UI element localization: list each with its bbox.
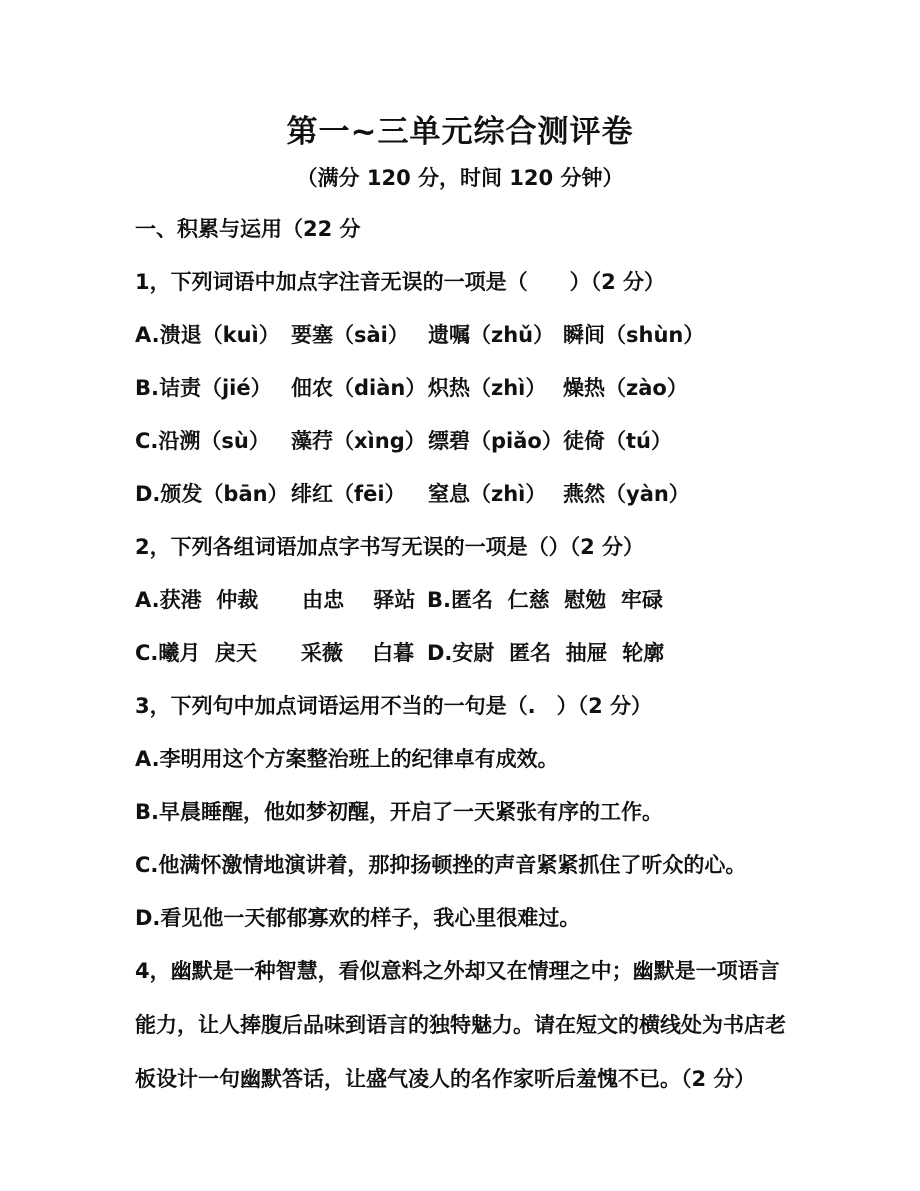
q2-option-b: B.匿名 仁慈 慰勉 牢碌: [427, 588, 663, 612]
q1-d-word2: 绯红（fēi）: [291, 482, 406, 506]
q2-option-a: A.获港 仲裁 由忠 驿站: [135, 588, 416, 612]
q1-option-d: [135, 480, 690, 508]
q1-option-a: [135, 321, 704, 349]
q2-row-cd: [135, 639, 664, 667]
q1-option-b: [135, 374, 688, 402]
q2-stem: 2，下列各组词语加点字书写无误的一项是（）（2 分）: [135, 535, 645, 559]
q1-d-word4: 燕然（yàn）: [563, 482, 690, 506]
q3-option-b: B.早晨睡醒，他如梦初醒，开启了一天紧张有序的工作。: [135, 800, 663, 824]
q4-line-1: 4，幽默是一种智慧，看似意料之外却又在情理之中；幽默是一项语言: [135, 959, 780, 983]
q1-b-word3: 炽热（zhì）: [428, 376, 547, 400]
q1-c-word1: C.沿溯（sù）: [135, 429, 270, 453]
section-heading: 一、积累与运用（22 分: [135, 217, 361, 241]
q1-b-word4: 燥热（zào）: [563, 376, 688, 400]
q1-a-word3: 遗嘱（zhǔ）: [428, 323, 555, 347]
q1-b-word2: 佃农（diàn）: [291, 376, 427, 400]
q3-stem: 3，下列句中加点词语运用不当的一句是（. ）（2 分）: [135, 694, 653, 718]
q3-option-d: D.看见他一天郁郁寡欢的样子，我心里很难过。: [135, 906, 581, 930]
q4-paragraph: [135, 944, 790, 1106]
q1-c-word3: 缥碧（piǎo）: [428, 429, 563, 453]
q1-a-word2: 要塞（sài）: [291, 323, 409, 347]
q4-line-3: 板设计一句幽默答话，让盛气凌人的名作家听后羞愧不已。（2 分）: [135, 1067, 756, 1091]
q1-d-word1: D.颁发（bān）: [135, 482, 289, 506]
exam-title: 第一~三单元综合测评卷: [286, 114, 634, 150]
q4-line-2: 能力，让人捧腹后品味到语言的独特魅力。请在短文的横线处为书店老: [135, 1013, 786, 1037]
q1-d-word3: 窒息（zhì）: [428, 482, 547, 506]
q3-option-c: C.他满怀激情地演讲着，那抑扬顿挫的声音紧紧抓住了听众的心。: [135, 853, 747, 877]
q3-option-a: A.李明用这个方案整治班上的纪律卓有成效。: [135, 747, 559, 771]
q2-option-d: D.安尉 匿名 抽屉 轮廓: [427, 641, 665, 665]
q1-a-word4: 瞬间（shùn）: [563, 323, 705, 347]
q1-a-word1: A.溃退（kuì）: [135, 323, 280, 347]
q1-b-word1: B.诘责（jié）: [135, 376, 272, 400]
q2-row-ab: [135, 586, 663, 614]
q1-c-word2: 藻荇（xìng）: [291, 429, 426, 453]
exam-subtitle: （满分 120 分，时间 120 分钟）: [296, 166, 624, 190]
q1-stem: 1，下列词语中加点字注音无误的一项是（ ）（2 分）: [135, 270, 666, 294]
q1-option-c: [135, 427, 672, 455]
q2-option-c: C.曦月 戾天 采薇 白暮: [135, 641, 415, 665]
q1-c-word4: 徒倚（tú）: [563, 429, 672, 453]
